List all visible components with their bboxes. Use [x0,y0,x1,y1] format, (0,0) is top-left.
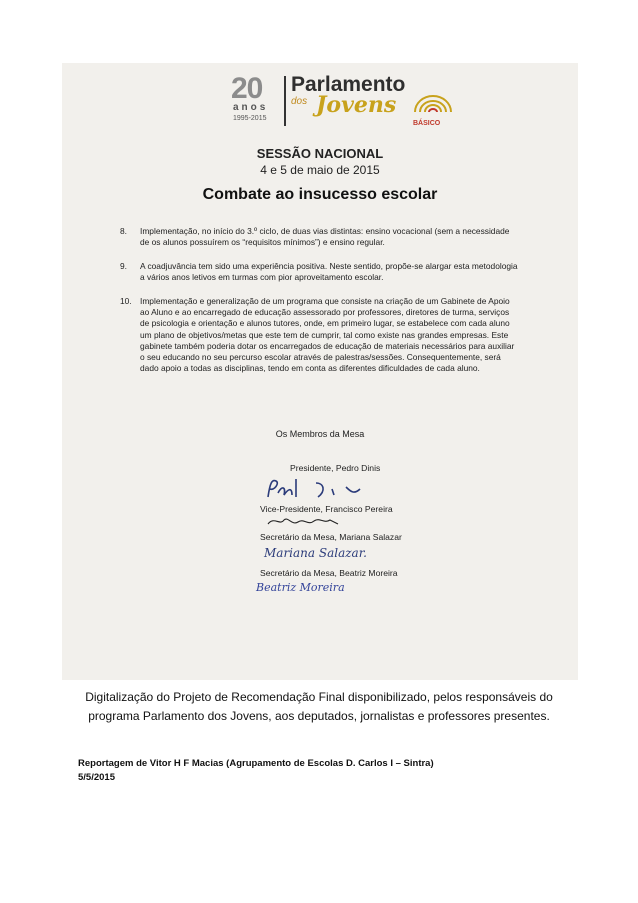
secretary-2-label: Secretário da Mesa, Beatriz Moreira [260,568,398,578]
item-number: 9. [120,261,127,271]
logo-brand-dos: dos [291,96,308,107]
vice-president-label: Vice-Presidente, Francisco Pereira [260,504,393,514]
recommendation-item [120,296,520,374]
document-title: Combate ao insucesso escolar [202,186,438,203]
report-author: Reportagem de Vitor H F Macias (Agrupamento de Escolas D. Carlos I – Sintra) [78,758,434,769]
recommendation-item [120,261,520,283]
logo-divider [284,76,286,126]
logo-brand-jovens: Jovens [316,92,397,118]
recommendation-item [120,226,520,248]
vice-president-signature [264,512,344,530]
scanned-document [62,63,578,680]
session-date: 4 e 5 de maio de 2015 [260,163,380,177]
president-signature [262,473,382,503]
item-text: Implementação, no início do 3.º ciclo, de duas vias distintas: ensino vocacional (sem a necessidade de os alunos possuírem os “requisitos mínimos”) e ensino regular. [140,226,510,248]
item-text: Implementação e generalização de um programa que consiste na criação de um Gabinete de Apoio ao Aluno e ao encarregado de educação assessorado por professores, diretores de turma, serviços de psicologia e orientação e alunos tutores, onde, em primeiro lugar, se estabelece com cada aluno um plano de objetivos/metas que este tem de cumprir, tal como existe nas grandes empresas. Este gabinete também poderia dotar os encarregados de educação de materiais necessários para auxiliar o seu educando no seu percurso escolar através de palestras/sessões. Consequentemente, será dado apoio a todas as disciplinas, tendo em conta as diferentes dificuldades de cada aluno. [140,296,515,374]
logo-years: 1995-2015 [233,115,267,122]
logo-anniversary-word: anos [233,102,269,113]
logo-brand-parlamento: Parlamento [291,73,406,96]
item-number: 8. [120,226,127,236]
mesa-heading: Os Membros da Mesa [275,429,365,439]
item-number: 10. [120,296,132,306]
parlamento-jovens-logo [231,74,463,130]
logo-level: BÁSICO [413,120,441,127]
logo-anniversary-number: 20 [231,72,263,105]
president-label: Presidente, Pedro Dinis [290,463,381,473]
secretary-1-signature: Mariana Salazar. [264,546,367,560]
item-text: A coadjuvância tem sido uma experiência positiva. Neste sentido, propõe-se alargar esta metodologia a vários anos letivos em turmas com pior aproveitamento escolar. [140,261,518,283]
parliament-emblem-icon [411,90,455,118]
secretary-2-signature: Beatriz Moreira [256,581,345,594]
report-date: 5/5/2015 [78,772,115,783]
session-title: SESSÃO NACIONAL [256,146,384,161]
photo-caption: Digitalização do Projeto de Recomendação Final disponibilizado, pelos responsáveis do programa Parlamento dos Jovens, aos deputados, jornalistas e professores presentes. [85,690,553,723]
secretary-1-label: Secretário da Mesa, Mariana Salazar [260,532,402,542]
